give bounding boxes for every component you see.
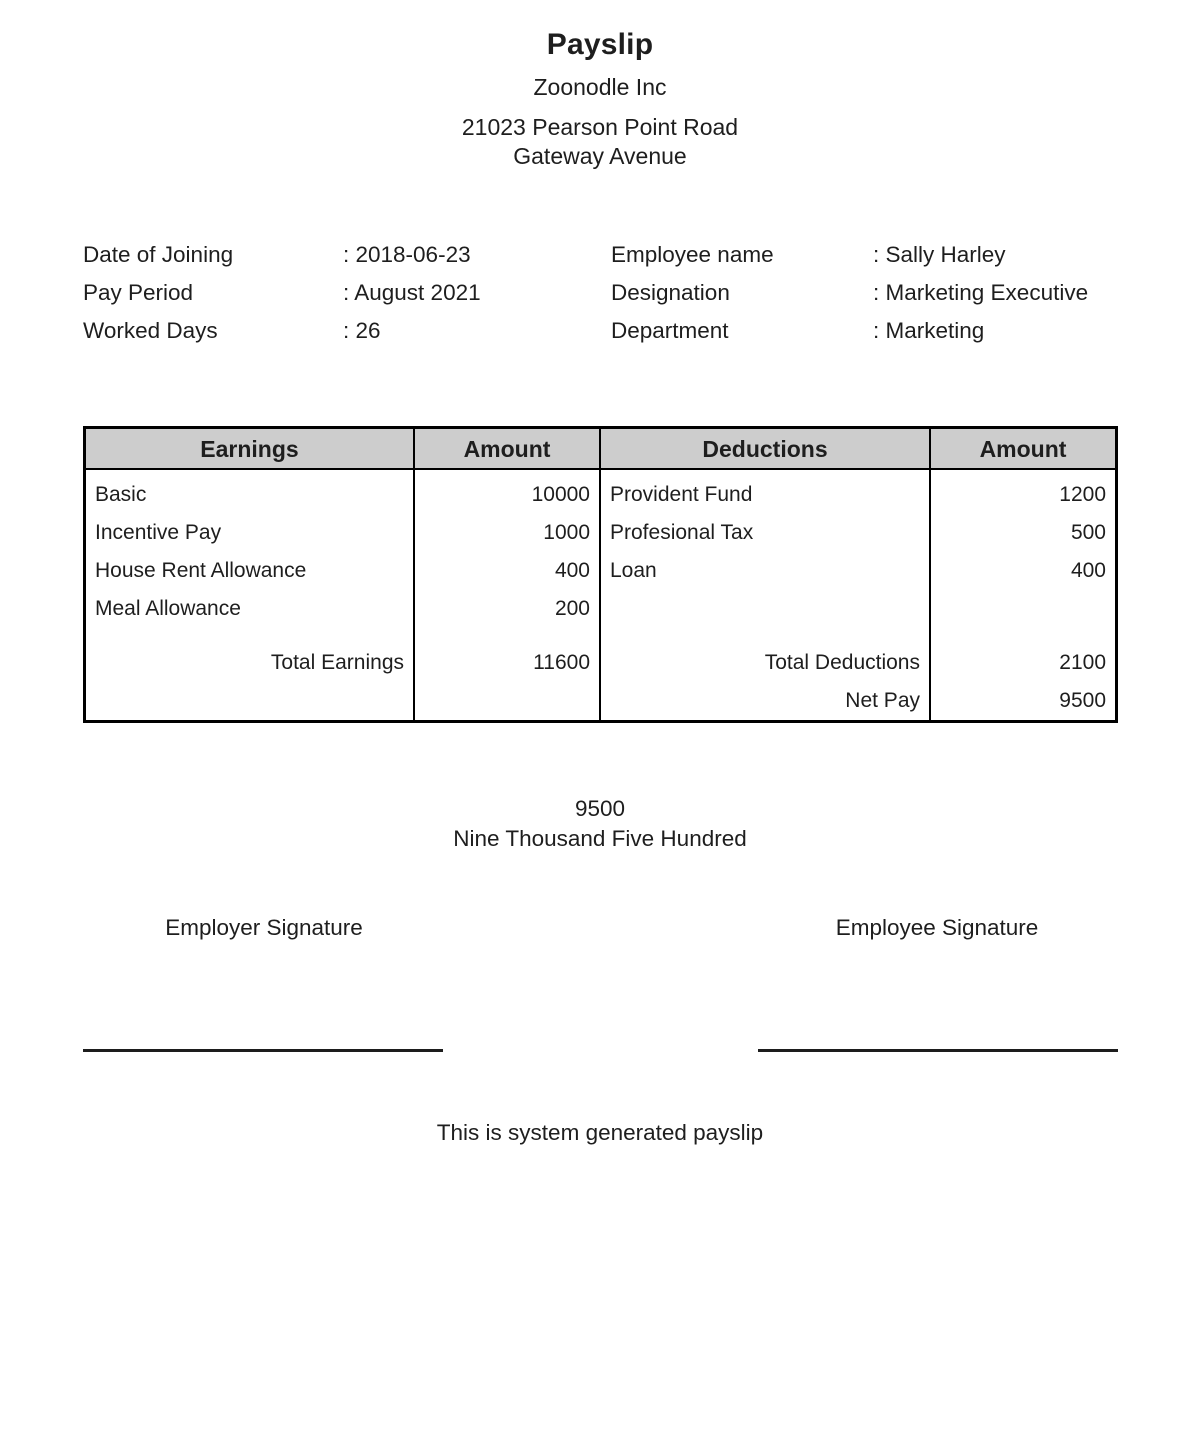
info-value: : Marketing Executive [873,280,1089,305]
signature-lines [83,1049,1118,1052]
info-row-date-of-joining [83,236,611,274]
info-label: Worked Days [83,318,218,343]
earnings-deductions-table [83,426,1118,723]
deduction-amount: 400 [1070,559,1106,582]
spacer [415,628,599,644]
earning-item: House Rent Allowance [95,559,307,582]
earnings-header: Earnings [86,429,413,470]
employee-signature-label: Employee Signature [835,915,1039,940]
net-pay-label: Net Pay [845,689,920,712]
employee-info-right [611,236,1118,350]
info-row-employee-name [611,236,1118,274]
info-label: Employee name [611,242,774,267]
info-label: Department [611,318,729,343]
deduction-item: Provident Fund [610,483,753,506]
earnings-amount-body [415,470,599,720]
net-pay-value: 9500 [1059,689,1106,712]
empty-line [415,682,599,720]
earning-amount: 400 [554,559,590,582]
info-value: : Sally Harley [873,242,1006,267]
deduction-amount: 1200 [1059,483,1106,506]
deductions-amount-header: Amount [931,429,1115,470]
company-name: Zoonodle Inc [533,74,667,100]
info-row-designation [611,274,1118,312]
earning-item: Incentive Pay [95,521,222,544]
info-value: : 2018-06-23 [343,242,471,267]
employee-info-section [83,236,1118,350]
earning-amount: 10000 [531,483,590,506]
deduction-amount: 500 [1070,521,1106,544]
company-address [0,113,1200,171]
earnings-amount-header: Amount [415,429,599,470]
info-value: : 26 [343,318,381,343]
info-row-worked-days [83,312,611,350]
employee-info-left [83,236,611,350]
employer-signature-label: Employer Signature [165,915,363,940]
total-earnings-label: Total Earnings [270,651,404,674]
info-label: Designation [611,280,730,305]
info-label: Date of Joining [83,242,234,267]
empty-line [86,682,413,720]
info-value: : Marketing [873,318,985,343]
info-row-pay-period [83,274,611,312]
info-row-department [611,312,1118,350]
earning-item: Meal Allowance [95,597,241,620]
earnings-column [86,429,415,720]
employee-signature-line [758,1049,1118,1052]
spacer [931,590,1115,644]
total-deductions-value: 2100 [1059,651,1106,674]
earning-amount: 200 [554,597,590,620]
deductions-amount-column [931,429,1115,720]
deduction-item: Profesional Tax [610,521,754,544]
net-pay-summary [0,794,1200,854]
earning-amount: 1000 [543,521,590,544]
info-label: Pay Period [83,280,194,305]
address-line-2: Gateway Avenue [513,143,687,169]
earning-item: Basic [95,483,147,506]
deductions-column [601,429,931,720]
deductions-amount-body [931,470,1115,720]
total-deductions-label: Total Deductions [764,651,920,674]
total-earnings-value: 11600 [533,651,590,674]
address-line-1: 21023 Pearson Point Road [461,114,739,140]
earnings-amount-column [415,429,601,720]
spacer [601,590,929,644]
page-title: Payslip [546,28,654,61]
employer-signature-line [83,1049,443,1052]
system-generated-note: This is system generated payslip [436,1120,764,1145]
document-header [0,0,1200,171]
signature-labels [83,913,1118,943]
deductions-header: Deductions [601,429,929,470]
deductions-body [601,470,929,720]
net-pay-words: Nine Thousand Five Hundred [453,826,747,851]
earnings-body [86,470,413,720]
spacer [86,628,413,644]
net-pay-number: 9500 [574,796,626,821]
deduction-item: Loan [610,559,657,582]
info-value: : August 2021 [343,280,481,305]
